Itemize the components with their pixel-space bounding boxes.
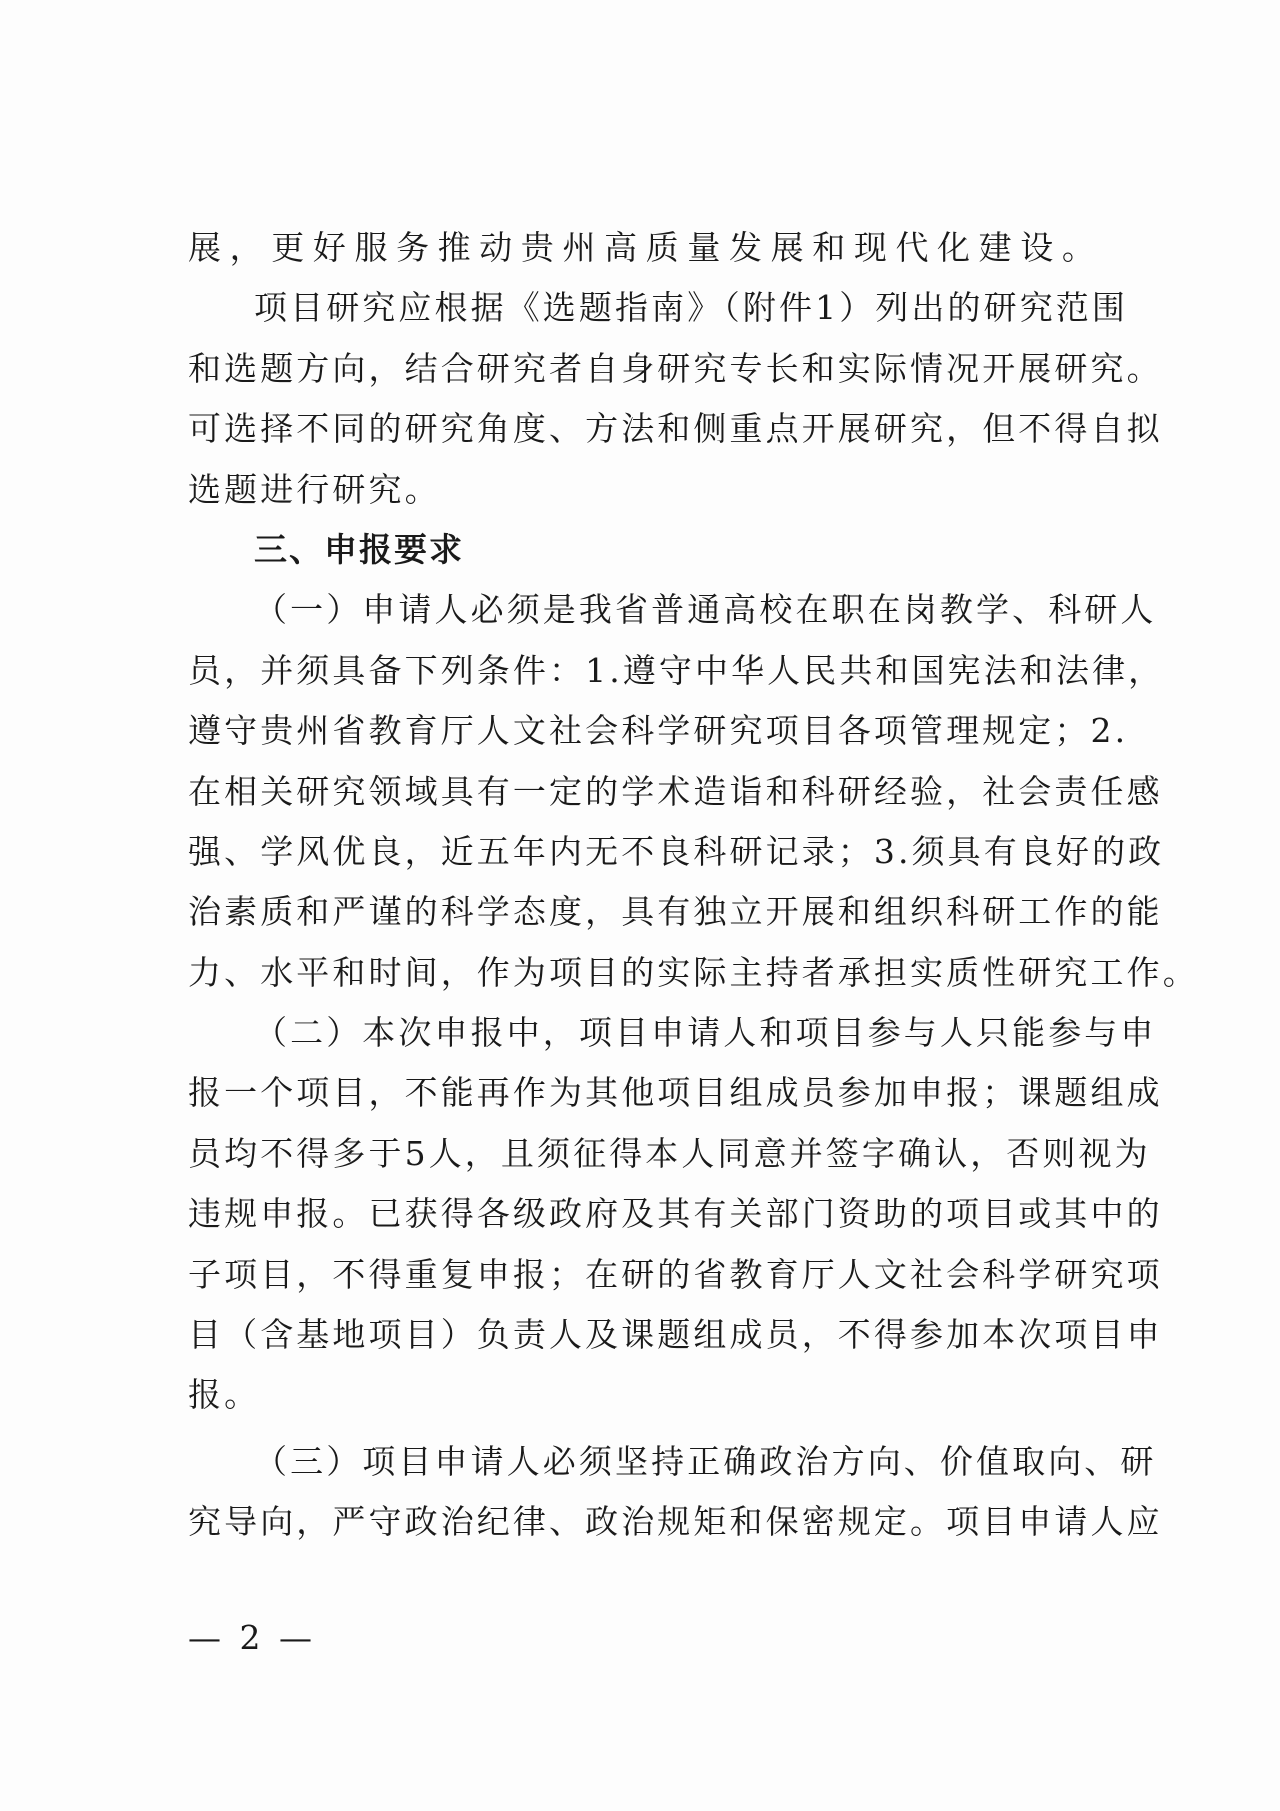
text-line: 员，并须具备下列条件：1.遵守中华人民共和国宪法和法律， [188, 650, 1165, 690]
text-line: 力、水平和时间，作为项目的实际主持者承担实质性研究工作。 [188, 952, 1199, 992]
text-line: 违规申报。已获得各级政府及其有关部门资助的项目或其中的 [188, 1194, 1163, 1234]
text-line: 在相关研究领域具有一定的学术造诣和科研经验，社会责任感 [188, 771, 1163, 811]
text-line: 子项目，不得重复申报；在研的省教育厅人文社会科学研究项 [188, 1254, 1163, 1294]
body-text [188, 218, 1199, 1553]
paragraph-first-line: （二）本次申报中，项目申请人和项目参与人只能参与申 [254, 1013, 1157, 1053]
text-line: 报一个项目，不能再作为其他项目组成员参加申报；课题组成 [188, 1073, 1163, 1113]
text-line: 员均不得多于5人，且须征得本人同意并签字确认，否则视为 [188, 1133, 1151, 1173]
text-line: 遵守贵州省教育厅人文社会科学研究项目各项管理规定；2. [188, 711, 1129, 751]
text-line: 和选题方向，结合研究者自身研究专长和实际情况开展研究。 [188, 348, 1163, 388]
paragraph-first-line: 项目研究应根据《选题指南》（附件1）列出的研究范围 [254, 288, 1128, 328]
text-line: 展，更好服务推动贵州高质量发展和现代化建设。 [188, 228, 1098, 267]
page-number: — 2 — [188, 1618, 316, 1657]
text-line: 究导向，严守政治纪律、政治规矩和保密规定。项目申请人应 [188, 1502, 1163, 1542]
text-line: 选题进行研究。 [188, 469, 441, 509]
text-line: 目（含基地项目）负责人及课题组成员，不得参加本次项目申 [188, 1315, 1163, 1355]
text-line: 治素质和严谨的科学态度，具有独立开展和组织科研工作的能 [188, 892, 1163, 932]
paragraph-first-line: （一）申请人必须是我省普通高校在职在岗教学、科研人 [254, 590, 1157, 630]
text-line: 强、学风优良，近五年内无不良科研记录；3.须具有良好的政 [188, 831, 1165, 871]
text-line: 报。 [188, 1375, 261, 1415]
text-line: 可选择不同的研究角度、方法和侧重点开展研究，但不得自拟 [188, 409, 1163, 449]
paragraph-first-line: （三）项目申请人必须坚持正确政治方向、价值取向、研 [254, 1441, 1157, 1481]
section-heading: 三、申报要求 [254, 529, 464, 569]
